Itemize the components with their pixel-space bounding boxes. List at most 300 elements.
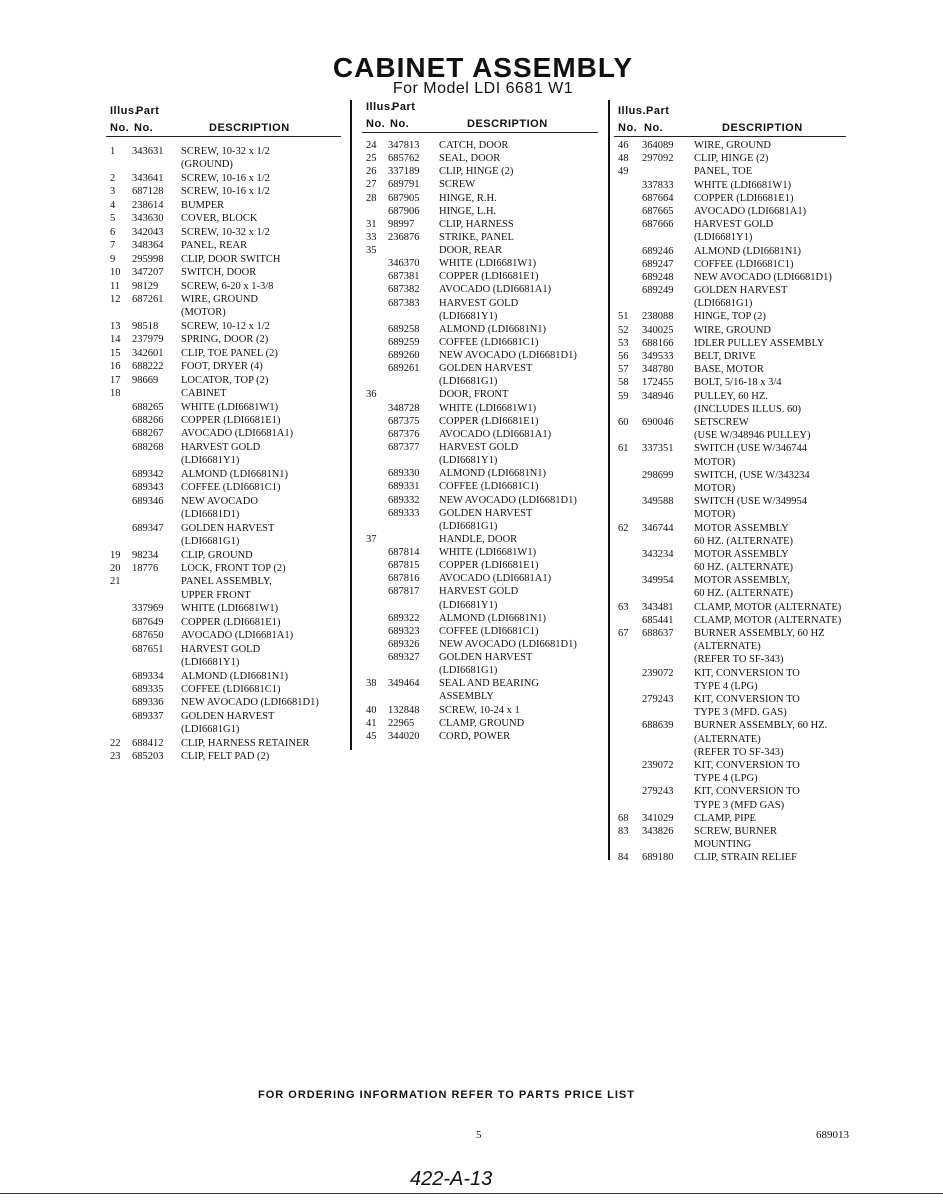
part-number: 689334 — [132, 670, 164, 682]
part-description: AVOCADO (LDI6681A1) — [181, 630, 294, 642]
part-description: WIRE, GROUND — [694, 140, 771, 151]
table-row — [110, 172, 345, 185]
table-row — [618, 324, 850, 337]
part-description: DOOR, REAR — [439, 245, 503, 257]
table-row — [110, 253, 345, 266]
part-number: 689331 — [388, 481, 420, 493]
table-row — [618, 258, 850, 271]
part-number: 343641 — [132, 172, 164, 184]
illus-number: 15 — [110, 347, 121, 359]
table-row — [366, 402, 602, 415]
part-description: 60 HZ. (ALTERNATE) — [694, 588, 794, 600]
part-number: 688639 — [642, 720, 674, 732]
illus-number: 23 — [110, 751, 121, 763]
part-description: BASE, MOTOR — [694, 364, 764, 376]
table-row — [366, 690, 602, 703]
illus-number: 57 — [618, 364, 629, 376]
table-row — [110, 306, 345, 319]
illus-number: 41 — [366, 717, 377, 729]
illus-number: 83 — [618, 825, 629, 837]
illus-number: 19 — [110, 549, 121, 561]
page-title: CABINET ASSEMBLY — [332, 52, 634, 83]
part-description: MOUNTING — [694, 839, 752, 851]
part-description: CLIP, HINGE (2) — [439, 166, 514, 178]
illus-number: 61 — [618, 443, 629, 455]
part-description: SCREW, BURNER — [694, 825, 778, 837]
part-number: 236876 — [388, 231, 420, 243]
part-description: MOTOR) — [694, 482, 736, 494]
table-row — [366, 244, 602, 257]
part-number: 239072 — [642, 667, 674, 679]
illus-number: 51 — [618, 311, 629, 323]
part-number: 687905 — [388, 192, 420, 204]
part-description: NEW AVOCADO (LDI6681D1) — [439, 638, 577, 650]
part-description: COPPER (LDI6681E1) — [439, 271, 539, 283]
part-number: 687816 — [388, 573, 420, 585]
part-description: NEW AVOCADO (LDI6681D1) — [181, 697, 319, 709]
table-row — [110, 401, 345, 414]
part-description: WHITE (LDI6681W1) — [439, 547, 537, 559]
part-number: 98234 — [132, 549, 159, 561]
part-number: 18776 — [132, 562, 159, 574]
illus-number: 58 — [618, 377, 629, 389]
part-description: (LDI6681G1) — [439, 376, 498, 388]
table-row — [366, 178, 602, 191]
part-description: CORD, POWER — [439, 730, 511, 742]
table-row — [110, 280, 345, 293]
part-number: 687815 — [388, 560, 420, 572]
part-description: GOLDEN HARVEST — [439, 652, 533, 664]
part-number: 348780 — [642, 364, 674, 376]
table-row — [618, 693, 850, 706]
part-description: MOTOR ASSEMBLY — [694, 548, 789, 560]
part-number: 689247 — [642, 258, 674, 270]
part-description: SWITCH, (USE W/343234 — [694, 469, 810, 481]
part-description: (REFER TO SF-343) — [694, 746, 784, 758]
part-description: (LDI6681Y1) — [181, 657, 240, 669]
table-row — [110, 670, 345, 683]
part-description: SEAL AND BEARING — [439, 678, 539, 690]
table-row — [110, 185, 345, 198]
table-row — [618, 495, 850, 508]
part-number: 337351 — [642, 443, 674, 455]
table-row — [110, 481, 345, 494]
part-number: 238614 — [132, 199, 164, 211]
part-number: 689342 — [132, 468, 164, 480]
part-number: 690046 — [642, 416, 674, 428]
table-row — [366, 310, 602, 323]
table-row — [110, 589, 345, 602]
part-description: TYPE 4 (LPG) — [694, 773, 758, 785]
part-number: 342601 — [132, 347, 164, 359]
part-description: HINGE, L.H. — [439, 205, 497, 217]
table-row — [110, 414, 345, 427]
part-description: KIT, CONVERSION TO — [694, 693, 800, 705]
table-row — [366, 520, 602, 533]
part-description: SETSCREW — [694, 416, 749, 428]
table-row — [366, 192, 602, 205]
table-row — [366, 507, 602, 520]
part-number: 343630 — [132, 213, 164, 225]
table-row — [366, 205, 602, 218]
part-description: ASSEMBLY — [439, 691, 494, 703]
part-description: (MOTOR) — [181, 307, 226, 319]
table-row — [110, 199, 345, 212]
part-description: SWITCH (USE W/346744 — [694, 443, 807, 455]
part-description: AVOCADO (LDI6681A1) — [181, 428, 294, 440]
part-number: 688268 — [132, 441, 164, 453]
part-number: 689332 — [388, 494, 420, 506]
part-number: 687382 — [388, 284, 420, 296]
table-row — [618, 838, 850, 851]
table-row — [110, 468, 345, 481]
part-number: 689326 — [388, 638, 420, 650]
table-row — [366, 467, 602, 480]
part-description: CLIP, HARNESS RETAINER — [181, 737, 310, 749]
part-description: COPPER (LDI6681E1) — [694, 192, 794, 204]
part-description: UPPER FRONT — [181, 589, 251, 601]
table-row — [618, 759, 850, 772]
table-row — [618, 719, 850, 732]
part-number: 346744 — [642, 522, 674, 534]
table-row — [110, 360, 345, 373]
part-number: 337833 — [642, 179, 674, 191]
part-description: CLIP, STRAIN RELIEF — [694, 852, 797, 864]
table-row — [366, 664, 602, 677]
part-description: WIRE, GROUND — [181, 293, 258, 305]
illus-number: 68 — [618, 812, 629, 824]
part-description: CLIP, GROUND — [181, 549, 253, 561]
table-row — [618, 746, 850, 759]
part-description: CABINET — [181, 388, 227, 400]
illus-number: 1 — [110, 146, 116, 157]
header-illus: Illus. — [110, 105, 139, 117]
part-number: 349588 — [642, 496, 674, 508]
table-row — [618, 310, 850, 323]
table-row — [110, 387, 345, 400]
table-row — [618, 284, 850, 297]
part-number: 687377 — [388, 441, 420, 453]
illus-number: 4 — [110, 199, 116, 211]
table-row — [618, 245, 850, 258]
illus-number: 67 — [618, 628, 629, 640]
table-row — [110, 696, 345, 709]
part-description: (INCLUDES ILLUS. 60) — [694, 403, 802, 415]
part-number: 689260 — [388, 350, 420, 362]
ordering-info: FOR ORDERING INFORMATION REFER TO PARTS PRICE LIST — [258, 1089, 635, 1101]
part-number: 337969 — [132, 603, 164, 615]
table-row — [366, 677, 602, 690]
table-row — [110, 212, 345, 225]
part-number: 347207 — [132, 267, 164, 279]
illus-number: 46 — [618, 140, 629, 151]
part-number: 685441 — [642, 614, 674, 626]
part-number: 687665 — [642, 205, 674, 217]
part-description: CLAMP, PIPE — [694, 812, 756, 824]
illus-number: 40 — [366, 704, 377, 716]
part-number: 348364 — [132, 240, 164, 252]
part-number: 279243 — [642, 786, 674, 798]
part-number: 98129 — [132, 280, 159, 292]
part-description: CLIP, HARNESS — [439, 218, 514, 230]
part-description: HINGE, R.H. — [439, 192, 497, 204]
illus-number: 52 — [618, 324, 629, 336]
table-row — [366, 651, 602, 664]
part-description: HARVEST GOLD — [694, 219, 774, 231]
table-row — [366, 428, 602, 441]
illus-number: 7 — [110, 240, 116, 252]
part-description: 60 HZ. (ALTERNATE) — [694, 535, 794, 547]
part-number: 347813 — [388, 140, 420, 151]
part-number: 689327 — [388, 652, 420, 664]
table-row — [110, 441, 345, 454]
part-description: BUMPER — [181, 199, 225, 211]
part-description: SCREW, 10-16 x 1/2 — [181, 172, 270, 184]
illus-number: 9 — [110, 253, 116, 265]
part-description: (LDI6681Y1) — [181, 455, 240, 467]
table-row — [618, 733, 850, 746]
table-row — [110, 454, 345, 467]
part-description: ALMOND (LDI6681N1) — [439, 468, 547, 480]
table-row — [618, 508, 850, 521]
part-description: CLIP, FELT PAD (2) — [181, 751, 270, 763]
table-row — [110, 629, 345, 642]
illus-number: 56 — [618, 351, 629, 363]
illus-number: 60 — [618, 416, 629, 428]
table-row — [618, 165, 850, 178]
illus-number: 33 — [366, 231, 377, 243]
part-description: SWITCH (USE W/349954 — [694, 496, 807, 508]
part-description: HARVEST GOLD — [181, 643, 261, 655]
illus-number: 13 — [110, 320, 121, 332]
table-row — [618, 376, 850, 389]
part-description: AVOCADO (LDI6681A1) — [439, 428, 552, 440]
part-number: 688267 — [132, 428, 164, 440]
table-row — [618, 192, 850, 205]
part-description: CLIP, TOE PANEL (2) — [181, 347, 278, 359]
table-row — [110, 508, 345, 521]
header-rule — [614, 136, 846, 137]
part-description: CLAMP, MOTOR (ALTERNATE) — [694, 601, 842, 613]
part-number: 341029 — [642, 812, 674, 824]
table-row — [366, 139, 602, 152]
part-description: COPPER (LDI6681E1) — [181, 616, 281, 628]
illus-number: 31 — [366, 218, 377, 230]
part-description: (LDI6681G1) — [694, 298, 753, 310]
part-number: 349954 — [642, 575, 674, 587]
table-row — [366, 572, 602, 585]
table-row — [618, 785, 850, 798]
part-number: 687383 — [388, 297, 420, 309]
illus-number: 22 — [110, 737, 121, 749]
table-row — [618, 680, 850, 693]
table-row — [110, 266, 345, 279]
part-description: ALMOND (LDI6681N1) — [181, 468, 289, 480]
table-row — [618, 653, 850, 666]
table-row — [618, 482, 850, 495]
part-number: 689258 — [388, 323, 420, 335]
header-illus-no: No. — [618, 122, 638, 134]
part-description: (LDI6681Y1) — [439, 599, 498, 611]
illus-number: 49 — [618, 166, 629, 178]
part-description: (LDI6681Y1) — [439, 310, 498, 322]
table-row — [110, 145, 345, 158]
part-number: 687650 — [132, 630, 164, 642]
table-row — [110, 656, 345, 669]
part-number: 237979 — [132, 334, 164, 346]
table-row — [110, 374, 345, 387]
table-row — [366, 257, 602, 270]
part-description: (USE W/348946 PULLEY) — [694, 430, 811, 442]
part-description: BURNER ASSEMBLY, 60 HZ. — [694, 720, 828, 732]
table-row — [110, 562, 345, 575]
illus-number: 12 — [110, 293, 121, 305]
table-row — [618, 429, 850, 442]
part-description: MOTOR) — [694, 509, 736, 521]
table-row — [366, 297, 602, 310]
part-description: COFFEE (LDI6681C1) — [439, 336, 539, 348]
table-row — [366, 599, 602, 612]
part-number: 685762 — [388, 153, 420, 165]
table-row — [366, 480, 602, 493]
illus-number: 84 — [618, 852, 629, 864]
table-row — [110, 643, 345, 656]
header-part: Part — [136, 105, 160, 117]
part-number: 688222 — [132, 361, 164, 373]
part-description: (LDI6681G1) — [181, 724, 240, 736]
part-description: WHITE (LDI6681W1) — [181, 401, 279, 413]
table-row — [618, 350, 850, 363]
part-number: 687651 — [132, 643, 164, 655]
header-illus: Illus. — [366, 101, 395, 113]
table-row — [618, 522, 850, 535]
part-number: 343234 — [642, 548, 674, 560]
table-row — [110, 737, 345, 750]
table-row — [110, 602, 345, 615]
table-row — [618, 799, 850, 812]
part-description: PULLEY, 60 HZ. — [694, 390, 768, 402]
header-rule — [106, 136, 341, 137]
table-row — [366, 283, 602, 296]
part-description: CLIP, HINGE (2) — [694, 153, 769, 165]
part-number: 687906 — [388, 205, 420, 217]
part-description: 60 HZ. (ALTERNATE) — [694, 562, 794, 574]
table-row — [110, 333, 345, 346]
table-row — [366, 375, 602, 388]
table-row — [110, 535, 345, 548]
part-number: 687817 — [388, 586, 420, 598]
part-description: SCREW, 10-32 x 1/2 — [181, 146, 270, 157]
table-row — [366, 546, 602, 559]
part-description: GOLDEN HARVEST — [439, 363, 533, 375]
part-number: 689336 — [132, 697, 164, 709]
part-number: 132848 — [388, 704, 420, 716]
part-description: IDLER PULLEY ASSEMBLY — [694, 337, 825, 349]
table-row — [618, 271, 850, 284]
table-row — [618, 587, 850, 600]
header-part-no: No. — [644, 122, 664, 134]
table-row — [618, 337, 850, 350]
part-number: 687664 — [642, 192, 674, 204]
part-number: 348728 — [388, 402, 420, 414]
part-number: 298699 — [642, 469, 674, 481]
table-row — [618, 601, 850, 614]
part-description: HARVEST GOLD — [439, 441, 519, 453]
part-description: BURNER ASSEMBLY, 60 HZ — [694, 628, 825, 640]
bottom-rule — [0, 1193, 943, 1194]
table-row — [618, 825, 850, 838]
part-description: HARVEST GOLD — [439, 297, 519, 309]
part-description: CATCH, DOOR — [439, 140, 509, 151]
table-row — [618, 535, 850, 548]
part-number: 688412 — [132, 737, 164, 749]
part-number: 364089 — [642, 140, 674, 151]
part-description: COFFEE (LDI6681C1) — [439, 481, 539, 493]
part-description: SCREW, 10-16 x 1/2 — [181, 186, 270, 198]
part-description: FOOT, DRYER (4) — [181, 361, 263, 373]
illus-number: 6 — [110, 226, 116, 238]
table-row — [366, 336, 602, 349]
part-description: ALMOND (LDI6681N1) — [694, 245, 802, 257]
table-row — [366, 362, 602, 375]
table-row — [618, 152, 850, 165]
table-row — [618, 706, 850, 719]
part-description: GOLDEN HARVEST — [181, 710, 275, 722]
part-description: HINGE, TOP (2) — [694, 311, 766, 323]
part-description: STRIKE, PANEL — [439, 231, 514, 243]
part-number: 687649 — [132, 616, 164, 628]
header-illus: Illus. — [618, 105, 647, 117]
illus-number: 48 — [618, 153, 629, 165]
part-description: SCREW, 10-32 x 1/2 — [181, 226, 270, 238]
header-part-no: No. — [390, 118, 410, 130]
part-description: LOCK, FRONT TOP (2) — [181, 562, 286, 574]
part-number: 344020 — [388, 730, 420, 742]
table-row — [110, 347, 345, 360]
table-row — [110, 575, 345, 588]
part-description: ALMOND (LDI6681N1) — [439, 612, 547, 624]
part-description: COPPER (LDI6681E1) — [439, 560, 539, 572]
part-description: COFFEE (LDI6681C1) — [181, 684, 281, 695]
table-row — [366, 559, 602, 572]
part-description: (LDI6681G1) — [439, 665, 498, 677]
table-row — [366, 388, 602, 401]
part-number: 687128 — [132, 186, 164, 198]
part-description: MOTOR ASSEMBLY, — [694, 575, 791, 587]
part-number: 689249 — [642, 285, 674, 297]
table-row — [366, 231, 602, 244]
part-number: 689347 — [132, 522, 164, 534]
table-row — [366, 533, 602, 546]
part-number: 689248 — [642, 271, 674, 283]
header-rule — [362, 132, 598, 133]
table-row — [618, 179, 850, 192]
part-description: NEW AVOCADO (LDI6681D1) — [439, 494, 577, 506]
table-row — [110, 293, 345, 306]
part-number: 689259 — [388, 336, 420, 348]
part-description: (GROUND) — [181, 159, 233, 171]
part-description: AVOCADO (LDI6681A1) — [439, 284, 552, 296]
part-description: (LDI6681G1) — [439, 520, 498, 532]
table-row — [618, 231, 850, 244]
part-number: 688266 — [132, 415, 164, 426]
illus-number: 18 — [110, 388, 121, 400]
table-row — [618, 561, 850, 574]
illus-number: 37 — [366, 533, 377, 545]
part-description: TYPE 4 (LPG) — [694, 680, 758, 692]
part-number: 689333 — [388, 507, 420, 519]
part-number: 98997 — [388, 218, 415, 230]
